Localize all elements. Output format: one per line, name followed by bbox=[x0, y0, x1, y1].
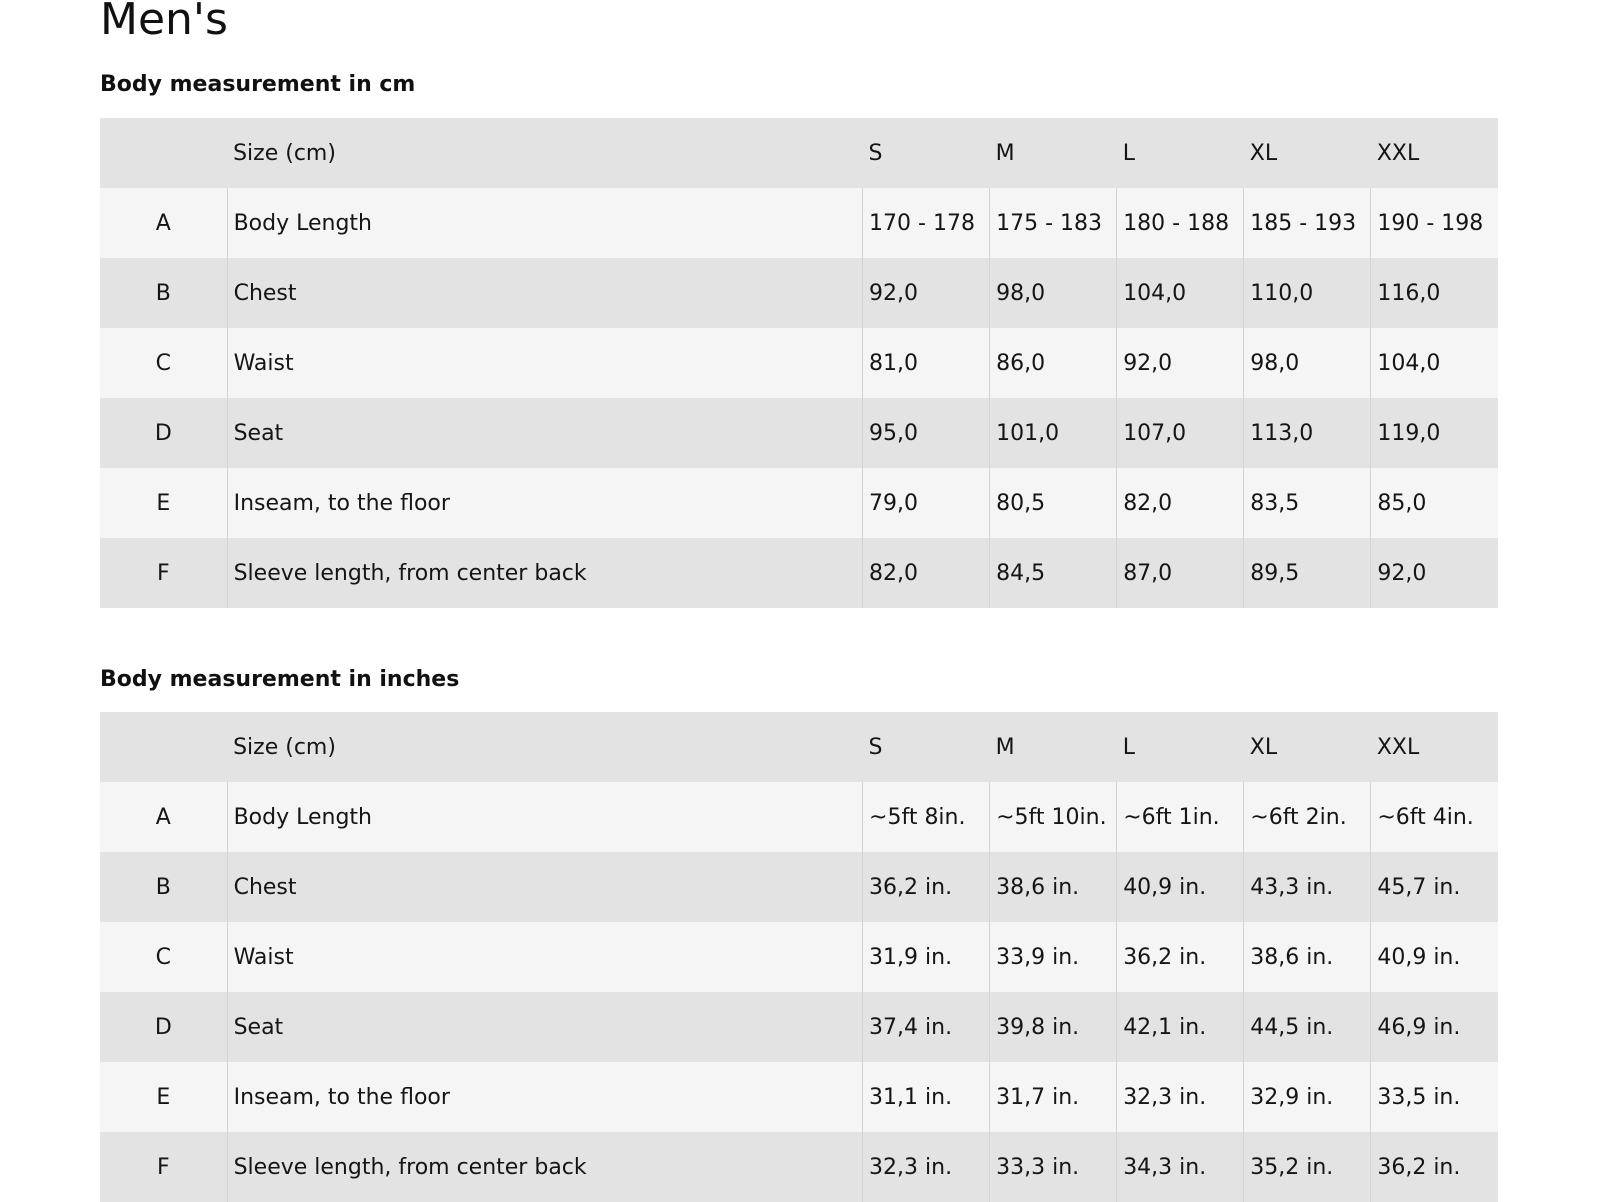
table-header-row bbox=[100, 118, 1498, 188]
header-size-s: S bbox=[868, 734, 883, 760]
row-value: 104,0 bbox=[1117, 258, 1244, 328]
row-value: 38,6 in. bbox=[1244, 922, 1371, 992]
header-size-l: L bbox=[1122, 734, 1135, 760]
row-measurement-name: Body Length bbox=[227, 188, 862, 258]
row-value: 32,9 in. bbox=[1244, 1062, 1371, 1132]
row-value: 37,4 in. bbox=[863, 992, 990, 1062]
row-measurement-name: Waist bbox=[227, 328, 862, 398]
row-value: 180 - 188 bbox=[1117, 188, 1244, 258]
row-measurement-name: Body Length bbox=[227, 782, 862, 852]
row-value: 31,1 in. bbox=[863, 1062, 990, 1132]
row-value: 170 - 178 bbox=[863, 188, 990, 258]
table-row bbox=[100, 258, 1498, 328]
row-letter: C bbox=[155, 944, 171, 970]
size-table-cm bbox=[100, 118, 1498, 608]
header-size-l: L bbox=[1122, 140, 1135, 166]
row-measurement-name: Seat bbox=[227, 992, 862, 1062]
table-header-row bbox=[100, 712, 1498, 782]
table-row bbox=[100, 992, 1498, 1062]
row-value: 43,3 in. bbox=[1244, 852, 1371, 922]
row-value: 85,0 bbox=[1371, 468, 1498, 538]
table-row bbox=[100, 1062, 1498, 1132]
row-letter: A bbox=[155, 804, 171, 830]
table-row bbox=[100, 922, 1498, 992]
row-value: 82,0 bbox=[863, 538, 990, 608]
row-value: 32,3 in. bbox=[863, 1132, 990, 1202]
row-value: 40,9 in. bbox=[1117, 852, 1244, 922]
row-value: 92,0 bbox=[1371, 538, 1498, 608]
row-letter: C bbox=[155, 350, 171, 376]
row-value: 80,5 bbox=[990, 468, 1117, 538]
row-value: 87,0 bbox=[1117, 538, 1244, 608]
row-value: ~6ft 2in. bbox=[1244, 782, 1371, 852]
section-title-inches: Body measurement in inches bbox=[100, 667, 460, 692]
table-row bbox=[100, 852, 1498, 922]
header-size-label: Size (cm) bbox=[233, 734, 336, 760]
row-measurement-name: Chest bbox=[227, 258, 862, 328]
row-value: ~6ft 1in. bbox=[1117, 782, 1244, 852]
header-size-xl: XL bbox=[1249, 140, 1278, 166]
size-table-inches bbox=[100, 712, 1498, 1202]
row-value: 44,5 in. bbox=[1244, 992, 1371, 1062]
row-value: 31,9 in. bbox=[863, 922, 990, 992]
row-value: 116,0 bbox=[1371, 258, 1498, 328]
row-value: 84,5 bbox=[990, 538, 1117, 608]
header-size-xxl: XXL bbox=[1376, 140, 1420, 166]
row-value: 35,2 in. bbox=[1244, 1132, 1371, 1202]
row-value: 33,9 in. bbox=[990, 922, 1117, 992]
row-value: 79,0 bbox=[863, 468, 990, 538]
row-value: 107,0 bbox=[1117, 398, 1244, 468]
row-value: 190 - 198 bbox=[1371, 188, 1498, 258]
row-value: 36,2 in. bbox=[1117, 922, 1244, 992]
row-value: 31,7 in. bbox=[990, 1062, 1117, 1132]
row-value: 36,2 in. bbox=[863, 852, 990, 922]
row-measurement-name: Chest bbox=[227, 852, 862, 922]
row-value: 175 - 183 bbox=[990, 188, 1117, 258]
row-value: 83,5 bbox=[1244, 468, 1371, 538]
header-size-xxl: XXL bbox=[1376, 734, 1420, 760]
row-letter: B bbox=[155, 280, 171, 306]
row-value: 185 - 193 bbox=[1244, 188, 1371, 258]
row-letter: F bbox=[156, 560, 170, 586]
row-letter: D bbox=[154, 420, 172, 446]
row-value: ~6ft 4in. bbox=[1371, 782, 1498, 852]
row-value: 42,1 in. bbox=[1117, 992, 1244, 1062]
header-size-xl: XL bbox=[1249, 734, 1278, 760]
row-value: 45,7 in. bbox=[1371, 852, 1498, 922]
row-value: 82,0 bbox=[1117, 468, 1244, 538]
table-row bbox=[100, 782, 1498, 852]
row-letter: A bbox=[155, 210, 171, 236]
row-value: ~5ft 10in. bbox=[990, 782, 1117, 852]
row-value: 36,2 in. bbox=[1371, 1132, 1498, 1202]
header-size-label: Size (cm) bbox=[233, 140, 336, 166]
row-measurement-name: Seat bbox=[227, 398, 862, 468]
row-value: 113,0 bbox=[1244, 398, 1371, 468]
table-row bbox=[100, 1132, 1498, 1202]
row-measurement-name: Inseam, to the floor bbox=[227, 468, 862, 538]
row-value: 92,0 bbox=[1117, 328, 1244, 398]
row-letter: D bbox=[154, 1014, 172, 1040]
table-row bbox=[100, 328, 1498, 398]
row-value: 38,6 in. bbox=[990, 852, 1117, 922]
page-title: Men's bbox=[100, 0, 228, 45]
row-value: 34,3 in. bbox=[1117, 1132, 1244, 1202]
row-value: 32,3 in. bbox=[1117, 1062, 1244, 1132]
row-value: 86,0 bbox=[990, 328, 1117, 398]
table-row bbox=[100, 468, 1498, 538]
table-row bbox=[100, 538, 1498, 608]
row-measurement-name: Sleeve length, from center back bbox=[227, 538, 862, 608]
table-row bbox=[100, 398, 1498, 468]
header-size-m: M bbox=[995, 734, 1015, 760]
row-value: 98,0 bbox=[1244, 328, 1371, 398]
row-letter: B bbox=[155, 874, 171, 900]
row-value: 81,0 bbox=[863, 328, 990, 398]
row-measurement-name: Sleeve length, from center back bbox=[227, 1132, 862, 1202]
row-value: ~5ft 8in. bbox=[863, 782, 990, 852]
row-value: 104,0 bbox=[1371, 328, 1498, 398]
header-size-s: S bbox=[868, 140, 883, 166]
row-value: 33,3 in. bbox=[990, 1132, 1117, 1202]
header-size-m: M bbox=[995, 140, 1015, 166]
header-empty-cell bbox=[100, 712, 227, 782]
row-letter: E bbox=[156, 490, 171, 516]
row-value: 46,9 in. bbox=[1371, 992, 1498, 1062]
row-measurement-name: Inseam, to the floor bbox=[227, 1062, 862, 1132]
row-value: 39,8 in. bbox=[990, 992, 1117, 1062]
table-row bbox=[100, 188, 1498, 258]
row-value: 89,5 bbox=[1244, 538, 1371, 608]
row-value: 98,0 bbox=[990, 258, 1117, 328]
row-value: 110,0 bbox=[1244, 258, 1371, 328]
row-value: 119,0 bbox=[1371, 398, 1498, 468]
section-title-cm: Body measurement in cm bbox=[100, 72, 416, 97]
row-letter: E bbox=[156, 1084, 171, 1110]
row-value: 101,0 bbox=[990, 398, 1117, 468]
row-value: 40,9 in. bbox=[1371, 922, 1498, 992]
header-empty-cell bbox=[100, 118, 227, 188]
row-value: 95,0 bbox=[863, 398, 990, 468]
row-value: 33,5 in. bbox=[1371, 1062, 1498, 1132]
row-value: 92,0 bbox=[863, 258, 990, 328]
row-measurement-name: Waist bbox=[227, 922, 862, 992]
row-letter: F bbox=[156, 1154, 170, 1180]
